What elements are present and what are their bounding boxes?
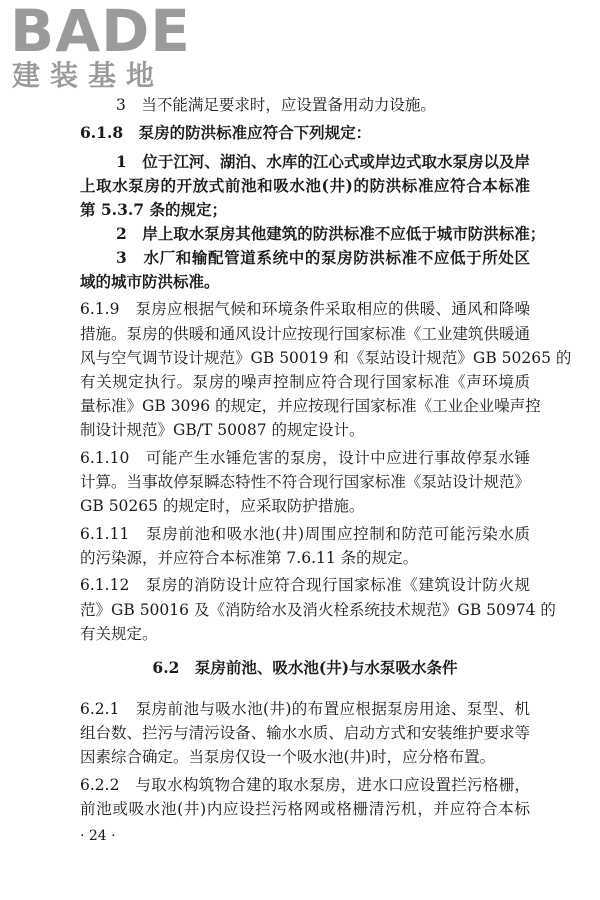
clause-6-1-10-line-3: GB 50265 的规定时，应采取防护措施。 [80, 497, 365, 515]
clause-6-1-11-line-2: 的污染源，并应符合本标准第 7.6.11 条的规定。 [80, 549, 419, 567]
logo-chinese-text: 建装基地 [12, 59, 165, 92]
clause-6-1-8-title: 6.1.8 泵房的防洪标准应符合下列规定： [80, 123, 372, 142]
clause-6-1-8-item-1-line-3: 第 5.3.7 条的规定； [80, 200, 227, 219]
clause-6-1-9-line-2: 措施。泵房的供暖和通风设计应按现行国家标准《工业建筑供暖通 [80, 325, 530, 343]
clause-6-1-12-line-1: 6.1.12 泵房的消防设计应符合现行国家标准《建筑设计防火规 [80, 576, 530, 594]
clause-6-1-12-line-3: 有关规定。 [80, 625, 158, 643]
page-number: · 24 · [80, 828, 116, 844]
logo-wordmark: BADE [10, 0, 191, 65]
clause-6-2-1-line-1: 6.2.1 泵房前池与吸水池(井)的布置应根据泵房用途、泵型、机 [80, 700, 530, 718]
clause-6-1-12-line-2: 范》GB 50016 及《消防给水及消火栓系统技术规范》GB 50974 的 [80, 601, 556, 619]
clause-6-1-9-line-1: 6.1.9 泵房应根据气候和环境条件采取相应的供暖、通风和降噪 [80, 300, 530, 318]
clause-6-1-8-item-1-line-2: 上取水泵房的开放式前池和吸水池(井)的防洪标准应符合本标准 [80, 176, 530, 195]
bade-logo [10, 0, 191, 94]
clause-6-1-11-line-1: 6.1.11 泵房前池和吸水池(井)周围应控制和防范可能污染水质 [80, 525, 530, 543]
clause-6-1-8-item-3-line-2: 域的城市防洪标准。 [80, 272, 220, 291]
clause-6-2-2-line-2: 前池或吸水池(井)内应设拦污格网或格栅清污机，并应符合本标 [80, 800, 530, 818]
clause-6-1-8-item-3-line-1: 3 水厂和输配管道系统中的泵房防洪标准不应低于所处区 [116, 248, 530, 267]
clause-6-2-1-line-2: 组台数、拦污与清污设备、输水水质、启动方式和安装维护要求等 [80, 724, 530, 742]
clause-6-2-1-line-3: 因素综合确定。当泵房仅设一个吸水池(井)时，应分格布置。 [80, 748, 496, 766]
clause-6-1-10-line-2: 计算。当事故停泵瞬态特性不符合现行国家标准《泵站设计规范》 [80, 473, 530, 491]
clause-6-1-7-item-3: 3 当不能满足要求时，应设置备用动力设施。 [116, 96, 436, 114]
clause-6-1-8-item-1-line-1: 1 位于江河、湖泊、水库的江心式或岸边式取水泵房以及岸 [116, 152, 530, 171]
clause-6-1-9-line-4: 有关规定执行。泵房的噪声控制应符合现行国家标准《声环境质 [80, 373, 530, 391]
clause-6-2-2-line-1: 6.2.2 与取水构筑物合建的取水泵房，进水口应设置拦污格栅， [80, 776, 530, 794]
clause-6-1-9-line-6: 制设计规范》GB/T 50087 的规定设计。 [80, 421, 365, 439]
clause-6-1-10-line-1: 6.1.10 可能产生水锤危害的泵房，设计中应进行事故停泵水锤 [80, 449, 530, 467]
clause-6-1-9-line-5: 量标准》GB 3096 的规定，并应按现行国家标准《工业企业噪声控 [80, 397, 541, 415]
section-6-2-heading: 6.2 泵房前池、吸水池(井)与水泵吸水条件 [152, 658, 458, 677]
clause-6-1-8-item-2: 2 岸上取水泵房其他建筑的防洪标准不应低于城市防洪标准； [116, 224, 546, 243]
clause-6-1-9-line-3: 风与空气调节设计规范》GB 50019 和《泵站设计规范》GB 50265 的 [80, 349, 572, 367]
